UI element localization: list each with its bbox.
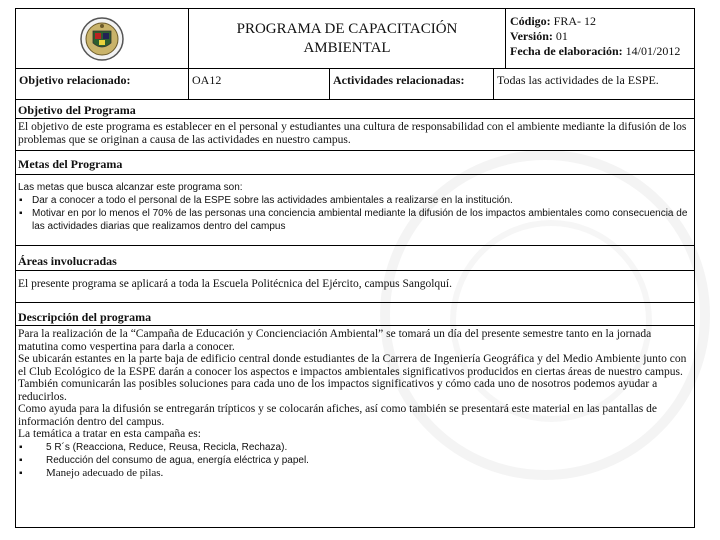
objective-related-label: Objetivo relacionado: <box>16 69 189 99</box>
description-body <box>16 326 694 517</box>
header-row <box>16 9 694 69</box>
document-title <box>189 9 506 68</box>
topic-item: ▪ 5 R´s (Reacciona, Reduce, Reusa, Recicla, Rechaza). <box>18 441 692 454</box>
title-line-1: PROGRAMA DE CAPACITACIÓN <box>236 20 458 37</box>
version-line: Versión: 01 <box>510 29 568 43</box>
goals-intro: Las metas que busca alcanzar este programa son: <box>18 182 243 193</box>
goals-list <box>18 194 692 233</box>
topics-list <box>18 441 692 480</box>
document-form <box>15 8 695 528</box>
version-value: 01 <box>555 29 568 43</box>
goal-item: ▪ Dar a conocer a todo el personal de la ESPE sobre las actividades ambientales a realizarse en la institución. <box>18 194 692 207</box>
activities-related-value: Todas las actividades de la ESPE. <box>497 73 659 87</box>
code-line: Código: FRA- 12 <box>510 14 597 28</box>
description-paragraph: Como ayuda para la difusión se entregarán trípticos y se colocarán afiches, así como también se presentará este material en las pantallas de información dentro del campus. <box>18 403 657 428</box>
title-line-2: AMBIENTAL <box>303 39 391 56</box>
topics-intro: La temática a tratar en esta campaña es: <box>18 428 201 440</box>
code-value: FRA- 12 <box>553 14 597 28</box>
description-paragraph: También comunicarán las posibles soluciones para cada uno de los impactos significativos y cómo cada uno de nosotros podemos ayudar a reducirlos. <box>18 378 658 403</box>
description-paragraph: Para la realización de la “Campaña de Educación y Concienciación Ambiental” se tomará un día del presente semestre tanto en la jornada matutina como vespertina para darla a conocer. <box>18 328 652 353</box>
related-row <box>16 69 694 100</box>
goals-body <box>16 175 694 246</box>
goals-section-title: Metas del Programa <box>16 151 694 175</box>
goal-item: ▪ Motivar en por lo menos el 70% de las personas una conciencia ambiental mediante la difusión de los impactos ambientales como consecuencia de las actividades diarias que realizamos dentro del campus <box>18 207 692 233</box>
areas-section-title: Áreas involucradas <box>16 246 694 271</box>
espe-seal-icon <box>79 17 125 61</box>
description-paragraph: Se ubicarán estantes en la parte baja de edificio central donde estudiantes de la Carrera de Ingeniería Geográfica y del Medio Ambiente junto con el Club Ecológico de la ESPE darán a conocer los aspectos e impactos ambientales significativos producidos en ciertas áreas de nuestro campus. <box>18 353 687 378</box>
description-section-title: Descripción del programa <box>16 303 694 326</box>
topic-item: ▪ Manejo adecuado de pilas. <box>18 467 692 480</box>
areas-text: El presente programa se aplicará a toda la Escuela Politécnica del Ejército, campus Sangolquí. <box>16 271 694 303</box>
activities-related-label: Actividades relacionadas: <box>330 69 494 99</box>
document-meta <box>506 9 694 68</box>
objective-related-value: OA12 <box>189 69 330 99</box>
objective-section-title: Objetivo del Programa <box>16 100 694 119</box>
logo-cell <box>16 9 189 68</box>
objective-text: El objetivo de este programa es establecer en el personal y estudiantes una cultura de responsabilidad con el ambiente mediante la difusión de los problemas que se originan a causa de las actividades en nuestro campus. <box>16 119 694 151</box>
date-value: 14/01/2012 <box>625 44 681 58</box>
date-line: Fecha de elaboración: 14/01/2012 <box>510 44 681 58</box>
topic-item: ▪ Reducción del consumo de agua, energía eléctrica y papel. <box>18 454 692 467</box>
